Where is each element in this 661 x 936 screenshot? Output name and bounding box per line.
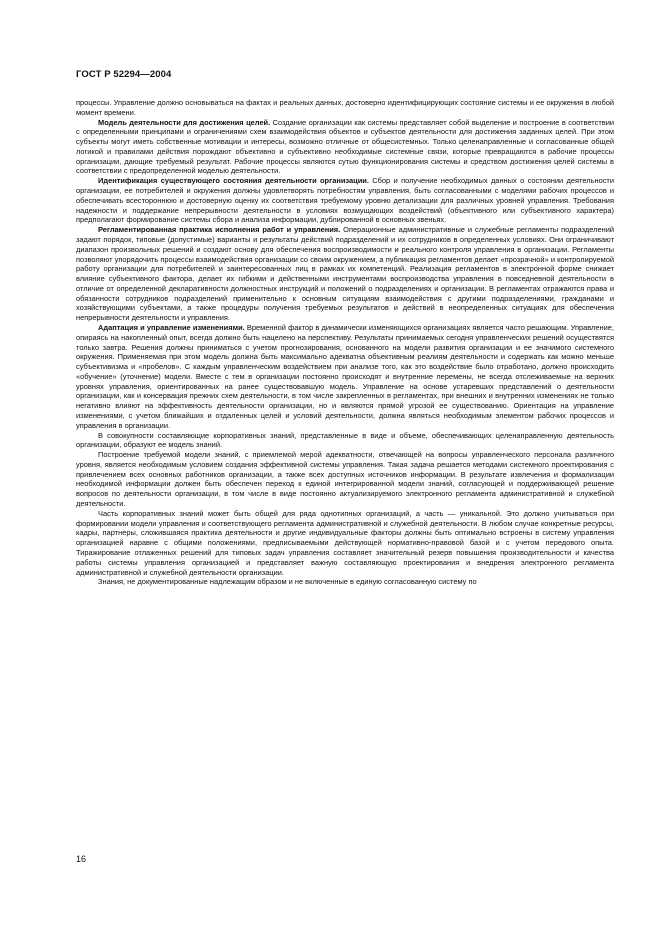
paragraph-3-text: Сбор и получение необходимых данных о состоянии деятельности организации, ее потребителей и окружения должны удовлетворять потребностям управления, быть согласованными с моделями рабочих процессов и обеспечивать всестороннюю и достоверную оценку их соответствия требуемому уровню детализации для различных уровней управления. Требования надежности и поддержание непрерывности деятельности в условиях возмущающих воздействий (объективного или субъективного характера) предполагают формирование системы сбора и анализа информации, дублированной в основных звеньях.: [76, 176, 614, 225]
page-number: 16: [76, 854, 87, 864]
paragraph-9-text: Знания, не документированные надлежащим образом и не включенные в единую согласованную систему по: [98, 577, 477, 587]
paragraph-1-text: процессы. Управление должно основываться на фактах и реальных данных, достоверно идентифицирующих состояние системы и ее окружения в любой момент времени.: [76, 98, 614, 117]
paragraph-4: [76, 225, 614, 323]
paragraph-8-text: Часть корпоративных знаний может быть общей для ряда однотипных организаций, а часть — уникальной. Это должно учитываться при формировании модели управления и соответствующего регламента административной и служебной деятельности. В любом случае конкретные ресурсы, кадры, партнеры, сложившаяся практика деятельности и другие индивидуальные факторы должны быть оптимально встроены в систему управления организацией наравне с общими положениями, предписываемыми действующей нормативно-правовой базой и с учетом передового опыта. Тиражирование отлаженных решений для типовых задач управления составляет значительный резерв повышения производительности и качества работы системы управления организацией и представляет важную составляющую проектирования и внедрения электронного регламента административной и служебной деятельности организации.: [76, 508, 614, 577]
paragraph-3-heading: Идентификация существующего состояния деятельности организации.: [98, 176, 369, 186]
paragraph-5: [76, 323, 614, 431]
paragraph-4-text: Операционные административные и служебные регламенты подразделений задают порядок, типовые (допустимые) варианты и результаты действий подразделений и их сотрудников в определенных условиях. Они ограничивают диапазон произвольных решений и создают основу для обеспечения воспроизводимости и реального контроля управления в организации. Регламенты позволяют упорядочить процессы взаимодействия организации со своим окружением, а публикация регламентов делает «прозрачной» и контролируемой работу организации для потребителей и заинтересованных лиц в рамках их компетенций. Реализация регламентов в электронной форме снижает влияние субъективного фактора, делает их гибкими и действенными инструментами воспроизводства управления в повседневной деятельности в отличие от определенной декларативности должностных инструкций и положений о подразделениях и организации. В регламентах отражаются права и обязанности сотрудников подразделений применительно к основным ситуациям взаимодействия с другими подразделениями, гражданами и хозяйствующими субъектами, а также процедуры получения требуемых результатов и действий в неопределенных ситуациях для обеспечения непрерывности деятельности и управления.: [76, 225, 615, 323]
body-text: [76, 98, 614, 587]
paragraph-8: [76, 509, 614, 577]
paragraph-2-heading: Модель деятельности для достижения целей.: [98, 117, 271, 127]
paragraph-3: [76, 176, 614, 225]
paragraph-1: [76, 98, 614, 118]
paragraph-2: [76, 118, 614, 177]
paragraph-6: [76, 431, 614, 451]
paragraph-2-text: Создание организации как системы представляет собой выделение и построение в соответствии с определенными принципами и ограничениями схем взаимодействия объектов и субъектов деятельности для достижения заданных целей. При этом субъекты могут иметь собственные мотивации и интересы, возможно отличные от общесистемных. Только целенаправленные и согласованные общей логикой и правилами действия порождают объективно и субъективно необходимые системные связи, которые превращаются в рабочие процессы организации, дающие требуемый результат. Рабочие процессы являются сутью функционирования системы и средством достижения целей системы в соответствии с предопределенной моделью деятельности.: [76, 117, 615, 176]
paragraph-9: [76, 577, 614, 587]
paragraph-7: [76, 450, 614, 509]
paragraph-7-text: Построение требуемой модели знаний, с приемлемой мерой адекватности, отвечающей на вопросы управленческого персонала различного уровня, является необходимым условием создания эффективной системы управления. Такая задача решается методами системного проектирования с привлечением всех основных работников организации, а также всех доступных источников информации. В результате извлечения и формализации необходимой информации должен быть обеспечен переход к единой интегрированной модели знаний, согласующей и поддерживающей решение вопросов по деятельности организации, в том числе в виде постоянно актуализируемого электронного регламента административной и служебной деятельности.: [76, 450, 614, 509]
paragraph-5-text: Временной фактор в динамически изменяющихся организациях является часто решающим. Управление, опираясь на накопленный опыт, всегда должно быть нацелено на перспективу. Результаты принимаемых сегодня управленческих решений осуществятся только завтра. Решения должны приниматься с учетом прогнозирования, основанного на модели развития организации и ее значимого системного окружения. Применяемая при этом модель должна быть максимально адекватна объективным реалиям деятельности и содержать как можно меньше субъективизма и «пробелов». С каждым управленческим воздействием при анализе того, как это воздействие было отработано, должно происходить «обучение» (уточнение) модели. Вместе с тем в организации постоянно происходят и внутренние перемены, не всегда отслеживаемые на верхних уровнях управления, ориентированных на ранее существовавшую модель. Управление на основе устаревших представлений о деятельности организации, как и консервация прежних схем деятельности, в том числе закрепленных в регламентах, при внешних и внутренних изменениях не только негативно влияют на эффективность деятельности организации, но и являются прямой угрозой ее существованию. Ориентация на управление изменениями, с учетом ближайших и отдаленных целей и условий деятельности, должна являться необходимым элементом рабочих процессов и управления в организации.: [76, 322, 615, 430]
paragraph-5-heading: Адаптация и управление изменениями.: [98, 322, 245, 332]
document-header: ГОСТ Р 52294—2004: [76, 69, 172, 80]
paragraph-4-heading: Регламентированная практика исполнения работ и управления.: [98, 225, 341, 235]
paragraph-6-text: В совокупности составляющие корпоративных знаний, представленные в виде и объеме, обеспечивающих целенаправленную деятельность организации, образуют ее модель знаний.: [76, 430, 614, 450]
